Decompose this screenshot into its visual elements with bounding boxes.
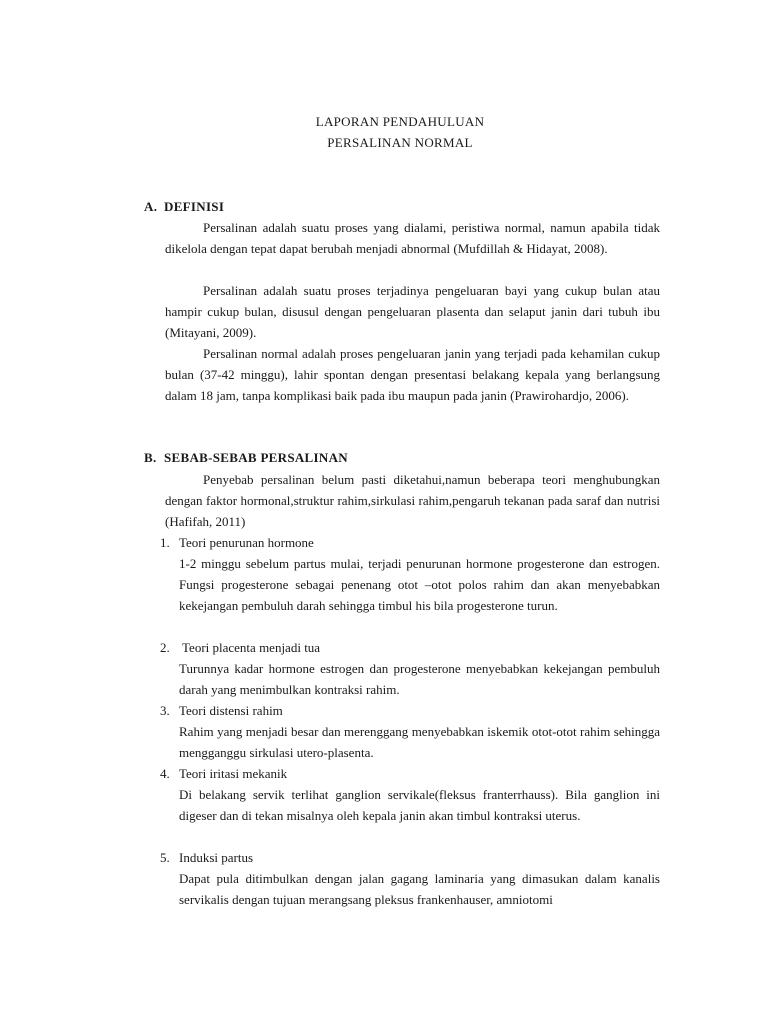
list-item-5-number: 5. bbox=[160, 850, 170, 865]
list-item-2-heading bbox=[160, 640, 320, 656]
list-item-3-heading bbox=[160, 703, 283, 719]
list-item-2-number: 2. bbox=[160, 640, 170, 655]
list-item-4-number: 4. bbox=[160, 766, 170, 781]
section-b-title: SEBAB-SEBAB PERSALINAN bbox=[164, 450, 348, 465]
section-a-heading bbox=[144, 199, 224, 215]
section-a-letter: A. bbox=[144, 199, 158, 214]
list-item-3-number: 3. bbox=[160, 703, 170, 718]
list-item-3-body: Rahim yang menjadi besar dan merenggang menyebabkan iskemik otot-otot rahim sehingga mengganggu sirkulasi utero-plasenta. bbox=[179, 724, 660, 760]
list-item-5-heading bbox=[160, 850, 253, 866]
list-item-4-body: Di belakang servik terlihat ganglion servikale(fleksus franterrhauss). Bila ganglion ini digeser dan di tekan misalnya oleh kepala janin akan timbul kontraksi uterus. bbox=[179, 787, 660, 823]
definition-paragraph-1: Persalinan adalah suatu proses yang dialami, peristiwa normal, namun apabila tidak dikelola dengan tepat dapat berubah menjadi abnormal (Mufdillah & Hidayat, 2008). bbox=[165, 220, 660, 256]
document-title-line-1: LAPORAN PENDAHULUAN bbox=[315, 114, 485, 129]
definition-paragraph-3: Persalinan normal adalah proses pengeluaran janin yang terjadi pada kehamilan cukup bulan (37-42 minggu), lahir spontan dengan presentasi belakang kepala yang berlangsung dalam 18 jam, tanpa komplikasi baik pada ibu maupun pada janin (Prawirohardjo, 2006). bbox=[165, 346, 660, 403]
section-a-title: DEFINISI bbox=[164, 199, 225, 214]
list-item-2-title: Teori placenta menjadi tua bbox=[179, 640, 321, 655]
definition-paragraph-2: Persalinan adalah suatu proses terjadinya pengeluaran bayi yang cukup bulan atau hampir cukup bulan, disusul dengan pengeluaran plasenta dan selaput janin dari tubuh ibu (Mitayani, 2009). bbox=[165, 283, 660, 340]
list-item-1-heading bbox=[160, 535, 314, 551]
list-item-1-number: 1. bbox=[160, 535, 170, 550]
list-item-3-title: Teori distensi rahim bbox=[179, 703, 283, 718]
list-item-4-heading bbox=[160, 766, 287, 782]
list-item-1-body: 1-2 minggu sebelum partus mulai, terjadi penurunan hormone progesterone dan estrogen. Fungsi progesterone sebagai penenang otot –otot polos rahim dan akan menyebabkan kekejangan pembuluh darah sehingga timbul his bila progesterone turun. bbox=[179, 556, 660, 613]
section-b-letter: B. bbox=[144, 450, 157, 465]
document-title-line-2: PERSALINAN NORMAL bbox=[327, 135, 473, 150]
list-item-5-title: Induksi partus bbox=[179, 850, 254, 865]
list-item-1-title: Teori penurunan hormone bbox=[179, 535, 314, 550]
section-b-heading bbox=[144, 450, 348, 466]
list-item-5-body: Dapat pula ditimbulkan dengan jalan gagang laminaria yang dimasukan dalam kanalis servikalis dengan tujuan merangsang pleksus frankenhauser, amniotomi bbox=[179, 871, 660, 907]
list-item-4-title: Teori iritasi mekanik bbox=[179, 766, 288, 781]
list-item-2-body: Turunnya kadar hormone estrogen dan progesterone menyebabkan kekejangan pembuluh darah yang menimbulkan kontraksi rahim. bbox=[179, 661, 660, 697]
causes-intro-paragraph: Penyebab persalinan belum pasti diketahui,namun beberapa teori menghubungkan dengan faktor hormonal,struktur rahim,sirkulasi rahim,pengaruh tekanan pada saraf dan nutrisi (Hafifah, 2011) bbox=[165, 472, 660, 529]
